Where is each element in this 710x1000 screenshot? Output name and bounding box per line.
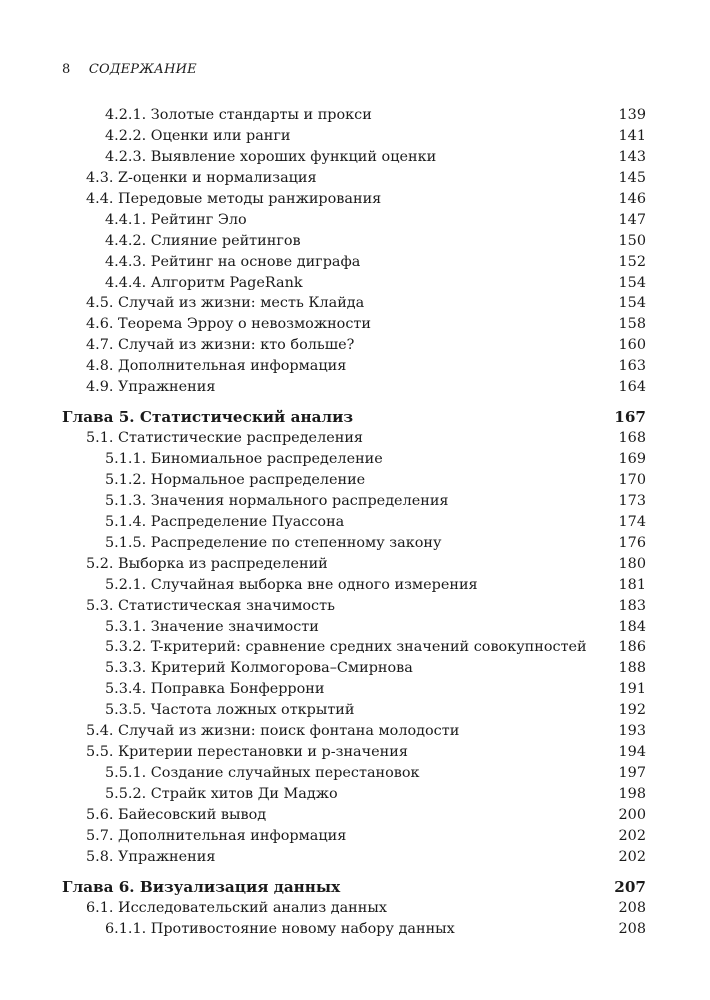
toc-entry-page: 202	[618, 848, 646, 865]
toc-entry	[62, 491, 646, 512]
toc-entry-page: 184	[618, 618, 646, 635]
toc-entry	[62, 377, 646, 398]
toc-entry	[62, 335, 646, 356]
toc-entry	[62, 679, 646, 700]
toc-entry-page: 186	[618, 639, 646, 656]
toc-entry-title: 4.4.1. Рейтинг Эло	[105, 211, 247, 228]
toc-entry-page: 174	[618, 513, 646, 530]
toc-entry-title: 5.1.4. Распределение Пуассона	[105, 513, 345, 530]
toc-entry	[62, 168, 646, 189]
toc-entry	[62, 826, 646, 847]
toc-entry-title: 5.5.2. Страйк хитов Ди Маджо	[105, 786, 338, 802]
toc-entry	[62, 700, 646, 721]
toc-entry-title: 4.9. Упражнения	[86, 379, 216, 396]
toc-entry-page: 146	[618, 190, 646, 207]
toc-entry-page: 191	[618, 681, 646, 698]
toc-entry	[62, 575, 646, 596]
toc-entry	[62, 658, 646, 679]
toc-entry-title: 5.8. Упражнения	[86, 848, 216, 865]
toc-entry	[62, 805, 646, 826]
toc-entry-title: 4.4.2. Слияние рейтингов	[105, 232, 301, 249]
toc-entry-title: 5.1.1. Биномиальное распределение	[105, 451, 383, 467]
toc-chapter-entry	[62, 407, 646, 428]
toc-entry-page: 164	[618, 379, 646, 396]
toc-entry	[62, 763, 646, 784]
section-title: СОДЕРЖАНИЕ	[88, 62, 197, 77]
toc-entry	[62, 742, 646, 763]
toc-entry-title: 5.6. Байесовский вывод	[86, 806, 267, 823]
toc-entry-page: 143	[618, 148, 646, 165]
toc-entry	[62, 126, 646, 147]
toc-entry-page: 188	[618, 660, 646, 677]
table-of-contents	[62, 105, 646, 940]
toc-entry	[62, 617, 646, 638]
toc-entry-title: 4.7. Случай из жизни: кто больше?	[86, 337, 355, 354]
toc-entry	[62, 231, 646, 252]
toc-entry-page: 200	[618, 806, 646, 823]
toc-entry-title: 4.3. Z-оценки и нормализация	[86, 169, 317, 186]
toc-entry-title: Глава 5. Статистический анализ	[62, 408, 354, 427]
toc-entry-page: 170	[618, 471, 646, 488]
toc-entry-title: 5.1.2. Нормальное распределение	[105, 471, 366, 488]
toc-entry-page: 150	[618, 232, 646, 249]
toc-entry	[62, 898, 646, 919]
running-head	[62, 62, 197, 77]
toc-entry-title: 4.8. Дополнительная информация	[86, 358, 347, 375]
toc-entry-title: 5.3.5. Частота ложных открытий	[105, 702, 355, 719]
toc-entry-title: 4.5. Случай из жизни: месть Клайда	[86, 295, 365, 312]
toc-entry-title: 5.2.1. Случайная выборка вне одного измерения	[105, 576, 478, 593]
toc-entry-page: 194	[618, 744, 646, 761]
toc-entry-title: 5.4. Случай из жизни: поиск фонтана молодости	[86, 723, 460, 740]
toc-entry-page: 154	[618, 274, 646, 291]
toc-entry-title: 4.4.3. Рейтинг на основе диграфа	[105, 253, 361, 270]
toc-entry-page: 173	[618, 492, 646, 509]
toc-entry-title: 5.7. Дополнительная информация	[86, 827, 347, 844]
toc-entry-page: 193	[618, 723, 646, 740]
toc-entry	[62, 273, 646, 294]
toc-entry	[62, 554, 646, 575]
toc-entry-title: Глава 6. Визуализация данных	[62, 877, 341, 896]
toc-entry-title: 5.3.2. T-критерий: сравнение средних значений совокупностей	[105, 639, 587, 656]
toc-entry-title: 6.1.1. Противостояние новому набору данных	[105, 920, 455, 937]
toc-entry-title: 5.3.3. Критерий Колмогорова–Смирнова	[105, 660, 413, 677]
toc-entry-title: 5.5.1. Создание случайных перестановок	[105, 765, 420, 782]
toc-entry-page: 158	[618, 316, 646, 333]
toc-entry-title: 4.4.4. Алгоритм PageRank	[105, 274, 303, 291]
toc-entry-title: 5.1. Статистические распределения	[86, 430, 363, 447]
toc-entry-page: 139	[618, 107, 646, 123]
toc-entry-page: 145	[618, 169, 646, 186]
toc-entry-page: 168	[618, 430, 646, 447]
toc-entry-title: 4.2.3. Выявление хороших функций оценки	[105, 148, 437, 165]
toc-entry-title: 5.2. Выборка из распределений	[86, 555, 328, 572]
toc-entry	[62, 847, 646, 868]
toc-entry	[62, 252, 646, 273]
toc-entry-page: 167	[614, 408, 646, 427]
toc-entry	[62, 512, 646, 533]
toc-entry-page: 163	[618, 358, 646, 375]
toc-entry-page: 183	[618, 597, 646, 614]
toc-entry	[62, 314, 646, 335]
toc-entry	[62, 210, 646, 231]
toc-entry-title: 4.2.1. Золотые стандарты и прокси	[105, 107, 372, 123]
toc-entry	[62, 919, 646, 940]
toc-entry	[62, 428, 646, 449]
toc-entry-page: 141	[618, 127, 646, 144]
toc-entry-title: 5.5. Критерии перестановки и p-значения	[86, 744, 408, 761]
toc-entry-page: 208	[618, 899, 646, 916]
toc-entry-page: 160	[618, 337, 646, 354]
toc-entry-title: 5.3.1. Значение значимости	[105, 618, 319, 635]
toc-entry	[62, 105, 646, 126]
toc-entry-page: 207	[614, 877, 646, 896]
toc-chapter-entry	[62, 877, 646, 898]
toc-entry-page: 154	[618, 295, 646, 312]
toc-entry-title: 6.1. Исследовательский анализ данных	[86, 899, 387, 916]
toc-entry-title: 5.1.3. Значения нормального распределения	[105, 492, 449, 509]
toc-entry	[62, 356, 646, 377]
toc-entry-page: 202	[618, 827, 646, 844]
toc-entry	[62, 596, 646, 617]
toc-entry-page: 152	[618, 253, 646, 270]
toc-entry-page: 192	[618, 702, 646, 719]
toc-entry-page: 180	[618, 555, 646, 572]
toc-entry	[62, 721, 646, 742]
toc-entry-page: 181	[618, 576, 646, 593]
toc-entry	[62, 533, 646, 554]
toc-entry	[62, 637, 646, 658]
toc-entry-page: 176	[618, 534, 646, 551]
toc-entry	[62, 147, 646, 168]
page-number: 8	[62, 62, 71, 77]
toc-entry	[62, 449, 646, 470]
toc-entry-page: 208	[618, 920, 646, 937]
toc-entry-title: 4.4. Передовые методы ранжирования	[86, 190, 382, 207]
toc-entry-title: 5.3. Статистическая значимость	[86, 597, 335, 614]
toc-entry-page: 147	[618, 211, 646, 228]
toc-entry-page: 169	[618, 451, 646, 467]
toc-entry-title: 4.2.2. Оценки или ранги	[105, 127, 291, 144]
toc-entry-title: 4.6. Теорема Эрроу о невозможности	[86, 316, 371, 333]
toc-entry	[62, 189, 646, 210]
toc-entry-title: 5.1.5. Распределение по степенному закону	[105, 534, 442, 551]
toc-entry-page: 197	[618, 765, 646, 782]
toc-entry	[62, 784, 646, 805]
toc-entry-page: 198	[618, 786, 646, 802]
toc-entry	[62, 470, 646, 491]
toc-entry-title: 5.3.4. Поправка Бонферрони	[105, 681, 325, 698]
toc-entry	[62, 293, 646, 314]
